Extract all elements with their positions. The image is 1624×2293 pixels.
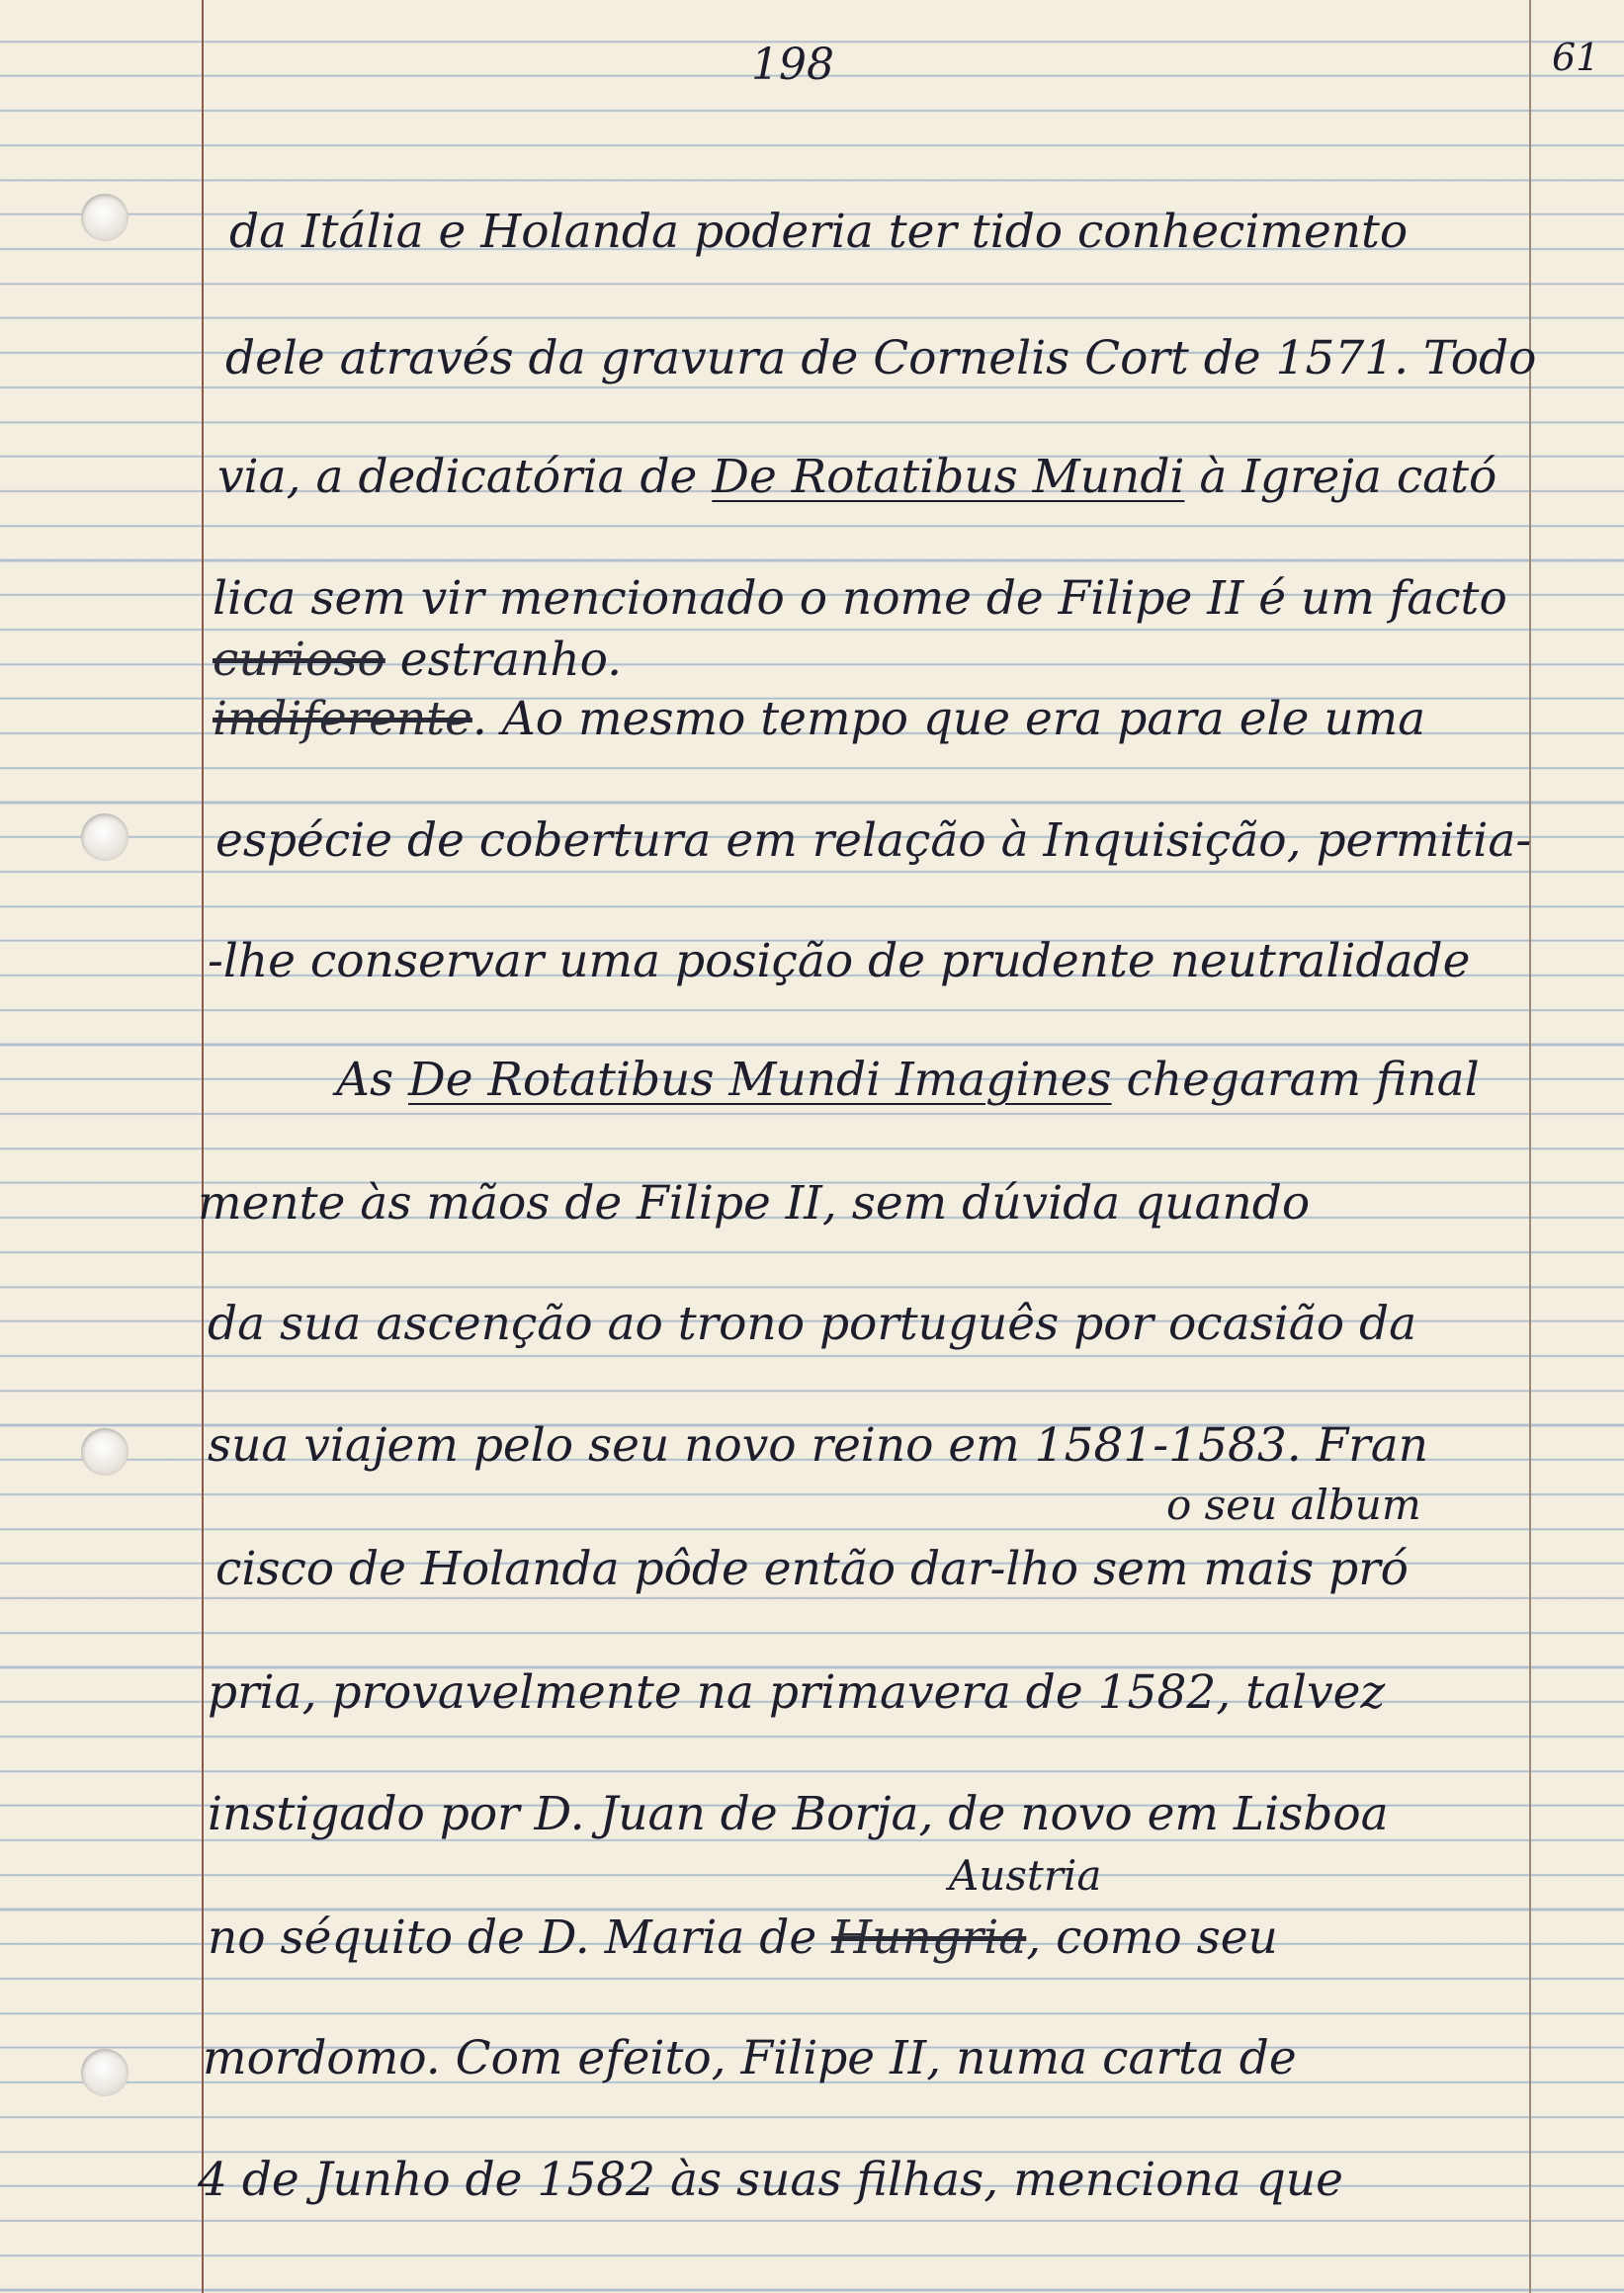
line-text: mente às mãos de Filipe II, sem dúvida quando: [198, 1176, 1311, 1231]
punch-hole: [81, 813, 128, 861]
line-text: estranho.: [385, 633, 623, 687]
left-margin-line: [202, 0, 204, 2293]
line-text: dele através da gravura de Cornelis Cort de 1571. Todo: [225, 331, 1537, 385]
line-text: instigado por D. Juan de Borja, de novo em Lisboa: [208, 1787, 1389, 1841]
line-text: à Igreja cató: [1184, 450, 1497, 504]
line-text: As: [336, 1053, 409, 1107]
underlined-title: De Rotatibus Mundi Imagines: [408, 1053, 1112, 1107]
line-text: . Ao mesmo tempo que era para ele uma: [471, 692, 1426, 746]
text-line-10: [198, 1176, 1310, 1231]
line-text: mordomo. Com efeito, Filipe II, numa carta de: [203, 2031, 1297, 2085]
line-text: sua viajem pelo seu novo reino em 1581-1583. Fran: [208, 1418, 1429, 1473]
line-text: da sua ascenção ao trono português por ocasião da: [208, 1297, 1417, 1351]
text-line-9: [336, 1053, 1480, 1108]
text-line-11: [208, 1297, 1416, 1352]
line-text: pria, provavelmente na primavera de 1582, talvez: [208, 1665, 1386, 1720]
text-line-2: [225, 331, 1536, 386]
line-text: no séquito de D. Maria de: [208, 1911, 832, 1965]
line-text: lica sem vir mencionado o nome de Filipe II é um facto: [213, 571, 1507, 626]
line-text: espécie de cobertura em relação à Inquisição, permitia-: [215, 813, 1532, 868]
text-line-14: [208, 1665, 1385, 1721]
line-text: cisco de Holanda pôde então dar-lho: [215, 1542, 1093, 1596]
punch-hole: [81, 1428, 128, 1476]
text-line-13: [215, 1542, 1409, 1597]
punch-hole: [81, 2049, 128, 2096]
text-line-8: [208, 934, 1470, 989]
line-text: via, a dedicatória de: [217, 450, 713, 504]
struck-word: indiferente: [213, 692, 472, 746]
text-line-7: [215, 813, 1531, 869]
text-line-6: [213, 692, 1425, 747]
text-line-5: [213, 633, 622, 688]
line-text: da Itália e Holanda poderia ter tido conhecimento: [229, 205, 1409, 259]
text-line-15: [208, 1787, 1389, 1842]
text-line-1: [229, 205, 1408, 260]
text-line-17: [203, 2031, 1297, 2086]
underlined-title: De Rotatibus Mundi: [712, 450, 1185, 504]
line-text: chegaram final: [1111, 1053, 1480, 1107]
text-line-3: [217, 450, 1496, 505]
punch-hole: [81, 194, 128, 241]
line-text: -lhe conservar uma posição de prudente neutralidade: [208, 934, 1471, 988]
text-line-16: [208, 1911, 1278, 1966]
line-text: sem mais pró: [1092, 1542, 1409, 1596]
corner-folio-number: 61: [1552, 36, 1600, 79]
insertion-above-line: o seu album: [1166, 1481, 1421, 1529]
page-number: 198: [751, 40, 834, 90]
text-line-4: [213, 571, 1507, 627]
line-text: 4 de Junho de 1582 às suas filhas, menciona que: [198, 2153, 1343, 2207]
text-line-12: [208, 1418, 1428, 1474]
line-text: , como seu: [1026, 1911, 1278, 1965]
struck-word: Hungria: [831, 1911, 1027, 1965]
insertion-above-line: Austria: [949, 1851, 1102, 1900]
struck-word: curioso: [213, 633, 385, 687]
text-line-18: [198, 2153, 1343, 2208]
